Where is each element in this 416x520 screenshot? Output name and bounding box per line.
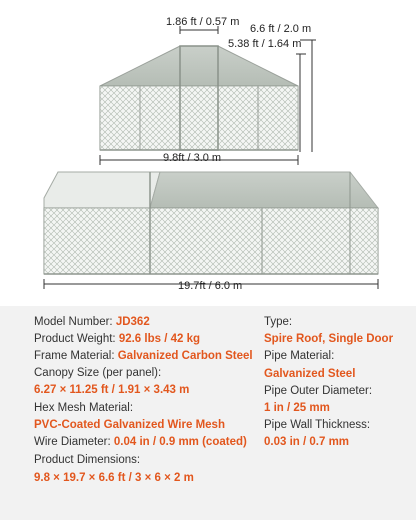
wire-value: 0.04 in / 0.9 mm (coated) <box>113 436 247 448</box>
total-height-dimension: 6.6 ft / 2.0 m <box>250 23 312 35</box>
wire-label: Wire Diameter: <box>34 436 111 448</box>
product-dimensions-label: Product Dimensions: <box>34 454 141 466</box>
pipe-outer-diameter-value: 1 in / 25 mm <box>264 402 330 414</box>
model-number-label: Model Number: <box>34 316 113 328</box>
front-roof <box>100 46 298 86</box>
width-dimension: 9.8ft / 3.0 m <box>163 152 222 164</box>
frame-value: Galvanized Carbon Steel <box>117 350 253 362</box>
type-value: Spire Roof, Single Door <box>264 333 394 345</box>
canopy-label: Canopy Size (per panel): <box>34 367 162 379</box>
pipe-material-value: Galvanized Steel <box>264 368 356 380</box>
side-roof-left <box>44 172 160 208</box>
mesh-value: PVC-Coated Galvanized Wire Mesh <box>34 419 225 431</box>
length-dimension: 19.7ft / 6.0 m <box>178 280 243 292</box>
side-roof-right <box>150 172 378 208</box>
mesh-label: Hex Mesh Material: <box>34 402 134 414</box>
pipe-outer-diameter-label: Pipe Outer Diameter: <box>264 385 373 397</box>
model-number-row <box>34 316 150 328</box>
weight-label: Product Weight: <box>34 333 116 345</box>
product-dimensions-value: 9.8 × 19.7 × 6.6 ft / 3 × 6 × 2 m <box>34 472 194 484</box>
canopy-value: 6.27 × 11.25 ft / 1.91 × 3.43 m <box>34 384 190 396</box>
weight-value: 92.6 lbs / 42 kg <box>118 333 200 345</box>
pipe-wall-thickness-label: Pipe Wall Thickness: <box>264 419 371 431</box>
frame-label: Frame Material: <box>34 350 115 362</box>
type-label: Type: <box>264 316 293 328</box>
wire-row <box>34 436 247 448</box>
pipe-material-label: Pipe Material: <box>264 350 335 362</box>
pipe-wall-thickness-value: 0.03 in / 0.7 mm <box>264 436 350 448</box>
model-number-value: JD362 <box>115 316 150 328</box>
weight-row <box>34 333 200 345</box>
frame-row <box>34 350 253 362</box>
side-height-dimension: 5.38 ft / 1.64 m <box>228 38 302 50</box>
roof-peak-dimension: 1.86 ft / 0.57 m <box>166 16 240 28</box>
